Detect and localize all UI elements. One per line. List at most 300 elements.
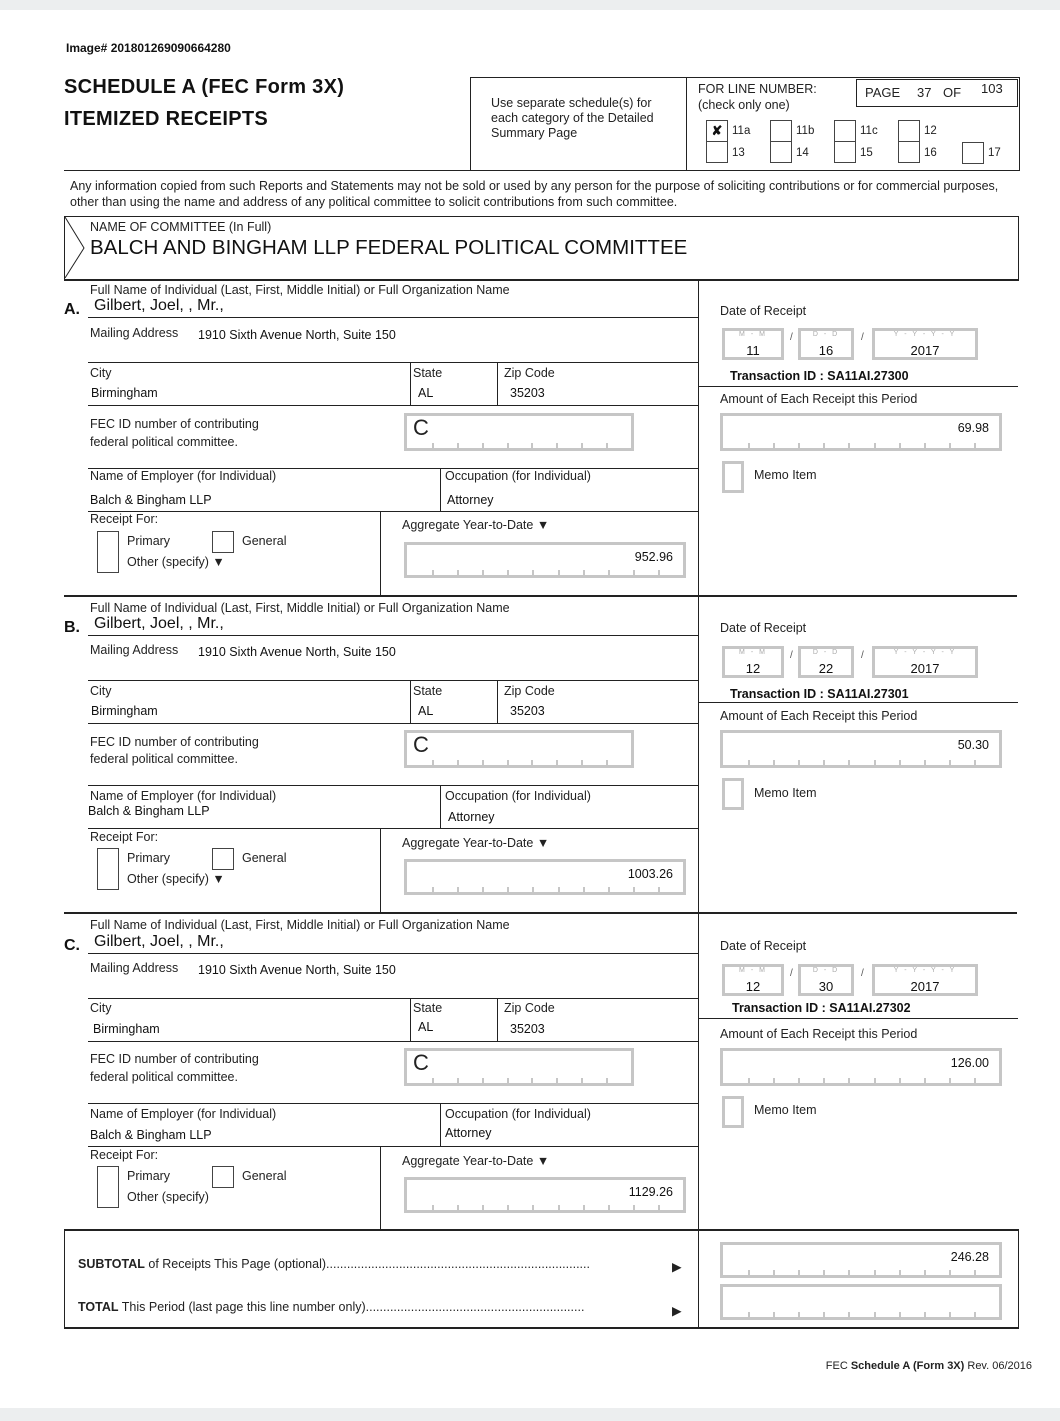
fec-id-label: FEC ID number of contributing xyxy=(90,1052,259,1066)
box-tick xyxy=(507,760,509,765)
box-tick xyxy=(658,570,660,575)
year-box[interactable] xyxy=(872,328,978,360)
header-divider xyxy=(686,77,687,170)
line-11a-label: 11a xyxy=(732,125,751,137)
box-tick xyxy=(899,443,901,448)
box-tick xyxy=(974,1312,976,1317)
zip-value: 35203 xyxy=(510,704,545,718)
subtotal-desc: of Receipts This Page (optional)............................................................................ xyxy=(144,1257,590,1271)
column-divider xyxy=(698,280,699,596)
date-of-receipt-label: Date of Receipt xyxy=(720,621,807,635)
box-tick xyxy=(583,570,585,575)
fec-id-label: FEC ID number of contributing xyxy=(90,417,259,431)
state-label: State xyxy=(413,1001,443,1015)
other-checkbox[interactable] xyxy=(97,1187,119,1208)
employer-label: Name of Employer (for Individual) xyxy=(90,469,277,483)
rule xyxy=(410,362,411,406)
box-tick xyxy=(974,1078,976,1083)
box-tick xyxy=(482,1078,484,1083)
form-footer xyxy=(826,1360,1032,1372)
fec-id-prefix: C xyxy=(413,415,429,440)
day-hint: D - D xyxy=(812,967,840,974)
other-label: Other (specify) ▼ xyxy=(127,555,225,569)
date-slash: / xyxy=(790,968,793,979)
receipt-for-label: Receipt For: xyxy=(90,1148,159,1162)
amount-label: Amount of Each Receipt this Period xyxy=(720,1027,918,1041)
page-number: 37 xyxy=(917,85,932,100)
date-of-receipt-label: Date of Receipt xyxy=(720,939,807,953)
state-value: AL xyxy=(418,1020,434,1034)
month-hint: M - M xyxy=(739,967,767,974)
box-tick xyxy=(457,1205,459,1210)
city-value: Birmingham xyxy=(91,704,158,718)
occupation-value: Attorney xyxy=(448,810,495,824)
contributor-name: Gilbert, Joel, , Mr., xyxy=(94,933,224,950)
schedule-title: SCHEDULE A (FEC Form 3X) xyxy=(64,76,345,98)
memo-checkbox[interactable] xyxy=(722,461,744,493)
primary-checkbox[interactable] xyxy=(97,848,119,870)
memo-label: Memo Item xyxy=(754,468,817,482)
rule xyxy=(88,511,698,512)
footer-revision: Rev. 06/2016 xyxy=(964,1360,1032,1372)
box-tick xyxy=(531,1078,533,1083)
state-label: State xyxy=(413,684,443,698)
form-page xyxy=(0,10,1060,1408)
year-value: 2017 xyxy=(910,661,940,676)
month-hint: M - M xyxy=(739,331,767,338)
city-label: City xyxy=(90,366,112,380)
month-box[interactable] xyxy=(722,964,784,996)
box-tick xyxy=(581,1078,583,1083)
transaction-id: Transaction ID : SA11AI.27300 xyxy=(730,369,909,383)
entry-letter: B. xyxy=(64,619,80,636)
mailing-address-label: Mailing Address xyxy=(90,643,179,657)
day-hint: D - D xyxy=(812,649,840,656)
box-tick xyxy=(823,760,825,765)
occupation-label: Occupation (for Individual) xyxy=(445,1107,591,1121)
box-tick xyxy=(558,570,560,575)
primary-checkbox[interactable] xyxy=(97,1166,119,1188)
box-tick xyxy=(507,443,509,448)
full-name-label: Full Name of Individual (Last, First, Middle Initial) or Full Organization Name xyxy=(90,918,510,932)
rule xyxy=(440,1103,441,1147)
aggregate-value-box xyxy=(404,542,686,578)
subtotal-row xyxy=(78,1257,678,1271)
notice-top-rule xyxy=(64,170,1019,171)
box-tick xyxy=(949,1270,951,1275)
image-number: Image# 201801269090664280 xyxy=(66,41,231,55)
line-15-checkbox[interactable] xyxy=(834,142,856,163)
rule xyxy=(698,702,1018,703)
amount-value: 50.30 xyxy=(957,738,989,752)
subtotal-value-box xyxy=(720,1242,1002,1278)
section-rule xyxy=(64,595,1017,597)
memo-checkbox[interactable] xyxy=(722,778,744,810)
day-box[interactable] xyxy=(798,646,854,678)
entry-letter: A. xyxy=(64,301,80,318)
box-tick xyxy=(798,760,800,765)
mailing-address: 1910 Sixth Avenue North, Suite 150 xyxy=(198,645,396,659)
box-tick xyxy=(748,443,750,448)
box-tick xyxy=(924,443,926,448)
box-tick xyxy=(581,760,583,765)
occupation-label: Occupation (for Individual) xyxy=(445,789,591,803)
for-line-label: FOR LINE NUMBER: xyxy=(698,82,817,96)
transaction-id: Transaction ID : SA11AI.27302 xyxy=(732,1001,911,1015)
rule xyxy=(698,1018,1018,1019)
month-value: 12 xyxy=(745,661,761,676)
general-label: General xyxy=(242,534,287,548)
box-tick xyxy=(432,443,434,448)
rule xyxy=(88,1103,698,1104)
line-16-label: 16 xyxy=(924,147,937,159)
box-tick xyxy=(823,443,825,448)
box-tick xyxy=(532,1205,534,1210)
receipt-divider xyxy=(380,829,381,913)
city-label: City xyxy=(90,684,112,698)
other-checkbox[interactable] xyxy=(97,869,119,890)
box-tick xyxy=(974,443,976,448)
contributor-name: Gilbert, Joel, , Mr., xyxy=(94,615,224,632)
receipt-for-label: Receipt For: xyxy=(90,830,159,844)
of-label: OF xyxy=(943,85,962,100)
box-tick xyxy=(924,1270,926,1275)
box-tick xyxy=(748,760,750,765)
box-tick xyxy=(432,570,434,575)
box-tick xyxy=(556,443,558,448)
fec-id-label-2: federal political committee. xyxy=(90,1070,238,1084)
state-value: AL xyxy=(418,386,434,400)
box-tick xyxy=(583,887,585,892)
box-tick xyxy=(606,760,608,765)
box-tick xyxy=(633,887,635,892)
line-14-checkbox[interactable] xyxy=(770,142,792,163)
total-arrow-icon: ▶ xyxy=(672,1304,682,1318)
committee-name: BALCH AND BINGHAM LLP FEDERAL POLITICAL COMMITTEE xyxy=(90,236,688,259)
line-17-checkbox[interactable] xyxy=(962,142,984,164)
day-value: 30 xyxy=(818,979,834,994)
box-tick xyxy=(848,443,850,448)
rule xyxy=(698,386,1018,387)
month-box[interactable] xyxy=(722,328,784,360)
occupation-label: Occupation (for Individual) xyxy=(445,469,591,483)
rule xyxy=(88,1041,698,1042)
line-13-label: 13 xyxy=(732,147,745,159)
box-tick xyxy=(874,1078,876,1083)
box-tick xyxy=(798,1078,800,1083)
box-tick xyxy=(798,443,800,448)
line-11b-checkbox[interactable] xyxy=(770,120,792,142)
box-tick xyxy=(974,1270,976,1275)
rule xyxy=(440,468,441,512)
fec-id-prefix: C xyxy=(413,732,429,757)
page-label: PAGE xyxy=(865,85,901,100)
city-value: Birmingham xyxy=(93,1022,160,1036)
transaction-id: Transaction ID : SA11AI.27301 xyxy=(730,687,909,701)
rule xyxy=(88,362,698,363)
fec-id-label: FEC ID number of contributing xyxy=(90,735,259,749)
day-value: 22 xyxy=(818,661,834,676)
rule xyxy=(410,998,411,1042)
month-box[interactable] xyxy=(722,646,784,678)
line-11c-checkbox[interactable] xyxy=(834,120,856,142)
entry-letter: C. xyxy=(64,937,80,954)
box-tick xyxy=(773,1078,775,1083)
line-14-label: 14 xyxy=(796,147,809,159)
box-tick xyxy=(457,760,459,765)
general-checkbox[interactable] xyxy=(212,1166,234,1188)
box-tick xyxy=(924,760,926,765)
box-tick xyxy=(848,760,850,765)
box-tick xyxy=(798,1270,800,1275)
aggregate-value-box xyxy=(404,1177,686,1213)
year-hint: Y - Y - Y - Y xyxy=(893,649,957,656)
total-row xyxy=(78,1300,678,1314)
amount-value: 69.98 xyxy=(957,421,989,435)
amount-value: 126.00 xyxy=(950,1056,989,1070)
rule xyxy=(410,680,411,724)
date-slash: / xyxy=(861,332,864,343)
box-tick xyxy=(556,1078,558,1083)
year-hint: Y - Y - Y - Y xyxy=(893,331,957,338)
section-rule xyxy=(64,912,1017,914)
line-15-label: 15 xyxy=(860,147,873,159)
box-tick xyxy=(457,887,459,892)
year-value: 2017 xyxy=(910,979,940,994)
box-tick xyxy=(848,1270,850,1275)
line-17-label: 17 xyxy=(988,147,1001,159)
year-value: 2017 xyxy=(910,343,940,358)
rule xyxy=(88,405,698,406)
line-13-checkbox[interactable] xyxy=(706,142,728,163)
box-tick xyxy=(773,1270,775,1275)
box-tick xyxy=(949,760,951,765)
box-tick xyxy=(432,760,434,765)
aggregate-label: Aggregate Year-to-Date ▼ xyxy=(402,1154,550,1168)
box-tick xyxy=(974,760,976,765)
aggregate-label: Aggregate Year-to-Date ▼ xyxy=(402,518,550,532)
box-tick xyxy=(482,570,484,575)
city-label: City xyxy=(90,1001,112,1015)
box-tick xyxy=(748,1270,750,1275)
box-tick xyxy=(482,887,484,892)
date-slash: / xyxy=(861,968,864,979)
zip-value: 35203 xyxy=(510,386,545,400)
mailing-address: 1910 Sixth Avenue North, Suite 150 xyxy=(198,328,396,342)
receipt-divider xyxy=(380,1147,381,1231)
year-hint: Y - Y - Y - Y xyxy=(893,967,957,974)
box-tick xyxy=(748,1312,750,1317)
box-tick xyxy=(558,1205,560,1210)
subtotal-value: 246.28 xyxy=(950,1250,989,1264)
box-tick xyxy=(633,1205,635,1210)
box-tick xyxy=(874,1312,876,1317)
fec-id-input[interactable] xyxy=(404,413,634,451)
date-slash: / xyxy=(790,650,793,661)
check-only-label: (check only one) xyxy=(698,98,790,112)
box-tick xyxy=(899,760,901,765)
full-name-label: Full Name of Individual (Last, First, Middle Initial) or Full Organization Name xyxy=(90,283,510,297)
box-tick xyxy=(482,1205,484,1210)
box-tick xyxy=(432,1078,434,1083)
amount-label: Amount of Each Receipt this Period xyxy=(720,709,918,723)
other-checkbox[interactable] xyxy=(97,552,119,573)
line-12-label: 12 xyxy=(924,125,937,137)
memo-label: Memo Item xyxy=(754,786,817,800)
box-tick xyxy=(823,1270,825,1275)
year-box[interactable] xyxy=(872,646,978,678)
amount-label: Amount of Each Receipt this Period xyxy=(720,392,918,406)
box-tick xyxy=(748,1078,750,1083)
page-total: 103 xyxy=(981,81,1003,96)
line-12-checkbox[interactable] xyxy=(898,120,920,142)
box-tick xyxy=(773,1312,775,1317)
use-separate-note: Use separate schedule(s) for each category of the Detailed Summary Page xyxy=(491,96,654,140)
rule xyxy=(88,680,698,681)
zip-label: Zip Code xyxy=(504,1001,555,1015)
box-tick xyxy=(874,443,876,448)
year-box[interactable] xyxy=(872,964,978,996)
occupation-value: Attorney xyxy=(447,493,494,507)
other-label: Other (specify) ▼ xyxy=(127,872,225,886)
date-of-receipt-label: Date of Receipt xyxy=(720,304,807,318)
rule xyxy=(497,680,498,724)
box-tick xyxy=(949,1312,951,1317)
box-tick xyxy=(848,1312,850,1317)
fec-id-label-2: federal political committee. xyxy=(90,752,238,766)
rule xyxy=(88,635,698,636)
box-tick xyxy=(773,443,775,448)
fec-id-prefix: C xyxy=(413,1050,429,1075)
date-slash: / xyxy=(790,332,793,343)
box-tick xyxy=(482,760,484,765)
zip-label: Zip Code xyxy=(504,684,555,698)
box-tick xyxy=(773,760,775,765)
mailing-address: 1910 Sixth Avenue North, Suite 150 xyxy=(198,963,396,977)
total-desc: This Period (last page this line number only)............................................................... xyxy=(118,1300,585,1314)
date-slash: / xyxy=(861,650,864,661)
rule xyxy=(88,998,698,999)
zip-label: Zip Code xyxy=(504,366,555,380)
line-16-checkbox[interactable] xyxy=(898,142,920,163)
aggregate-value: 1003.26 xyxy=(627,867,673,881)
aggregate-value: 1129.26 xyxy=(628,1185,673,1199)
box-tick xyxy=(583,1205,585,1210)
chevron-right-icon xyxy=(64,216,88,280)
state-label: State xyxy=(413,366,443,380)
box-tick xyxy=(874,760,876,765)
box-tick xyxy=(608,1205,610,1210)
box-tick xyxy=(457,570,459,575)
totals-divider xyxy=(698,1229,699,1327)
month-hint: M - M xyxy=(739,649,767,656)
box-tick xyxy=(608,887,610,892)
memo-checkbox[interactable] xyxy=(722,1096,744,1128)
employer-value: Balch & Bingham LLP xyxy=(90,1128,212,1142)
box-tick xyxy=(848,1078,850,1083)
line-11b-label: 11b xyxy=(796,125,815,137)
subtotal-arrow-icon: ▶ xyxy=(672,1260,682,1274)
other-label: Other (specify) xyxy=(127,1190,209,1204)
box-tick xyxy=(823,1078,825,1083)
rule xyxy=(88,953,698,954)
amount-value-box xyxy=(720,1048,1002,1086)
rule xyxy=(88,317,698,318)
box-tick xyxy=(531,760,533,765)
amount-value-box xyxy=(720,413,1002,451)
city-value: Birmingham xyxy=(91,386,158,400)
full-name-label: Full Name of Individual (Last, First, Middle Initial) or Full Organization Name xyxy=(90,601,510,615)
column-divider xyxy=(698,914,699,1230)
box-tick xyxy=(532,887,534,892)
primary-label: Primary xyxy=(127,534,171,548)
box-tick xyxy=(556,760,558,765)
box-tick xyxy=(823,1312,825,1317)
total-value-box xyxy=(720,1284,1002,1320)
general-checkbox[interactable] xyxy=(212,531,234,553)
day-box[interactable] xyxy=(798,964,854,996)
employer-label: Name of Employer (for Individual) xyxy=(90,789,277,803)
box-tick xyxy=(482,443,484,448)
line-11a-checkbox[interactable]: ✘ xyxy=(706,120,728,142)
box-tick xyxy=(507,1078,509,1083)
box-tick xyxy=(899,1312,901,1317)
primary-label: Primary xyxy=(127,1169,171,1183)
contributor-name: Gilbert, Joel, , Mr., xyxy=(94,297,224,314)
page-number-box xyxy=(856,79,1018,107)
general-checkbox[interactable] xyxy=(212,848,234,870)
amount-value-box xyxy=(720,730,1002,768)
fec-id-input[interactable] xyxy=(404,1048,634,1086)
column-divider xyxy=(698,597,699,913)
fec-id-label-2: federal political committee. xyxy=(90,435,238,449)
box-tick xyxy=(949,443,951,448)
subtotal-label: SUBTOTAL xyxy=(78,1257,145,1271)
box-tick xyxy=(949,1078,951,1083)
box-tick xyxy=(899,1078,901,1083)
primary-checkbox[interactable] xyxy=(97,531,119,553)
occupation-value: Attorney xyxy=(445,1126,492,1140)
footer-prefix: FEC xyxy=(825,1360,851,1372)
box-tick xyxy=(507,570,509,575)
receipt-for-label: Receipt For: xyxy=(90,512,159,526)
total-label: TOTAL xyxy=(78,1300,119,1314)
box-tick xyxy=(899,1270,901,1275)
box-tick xyxy=(432,1205,434,1210)
box-tick xyxy=(507,887,509,892)
zip-value: 35203 xyxy=(510,1022,545,1036)
committee-name-label: NAME OF COMMITTEE (In Full) xyxy=(90,220,272,234)
rule xyxy=(497,362,498,406)
fec-id-input[interactable] xyxy=(404,730,634,768)
box-tick xyxy=(924,1078,926,1083)
box-tick xyxy=(606,443,608,448)
employer-value: Balch & Bingham LLP xyxy=(88,804,210,818)
receipt-divider xyxy=(380,512,381,596)
aggregate-label: Aggregate Year-to-Date ▼ xyxy=(402,836,550,850)
day-box[interactable] xyxy=(798,328,854,360)
employer-label: Name of Employer (for Individual) xyxy=(90,1107,277,1121)
box-tick xyxy=(457,1078,459,1083)
mailing-address-label: Mailing Address xyxy=(90,961,179,975)
box-tick xyxy=(798,1312,800,1317)
box-tick xyxy=(432,887,434,892)
rule xyxy=(497,998,498,1042)
day-hint: D - D xyxy=(812,331,840,338)
rule xyxy=(88,1146,698,1147)
box-tick xyxy=(507,1205,509,1210)
rule xyxy=(88,785,698,786)
